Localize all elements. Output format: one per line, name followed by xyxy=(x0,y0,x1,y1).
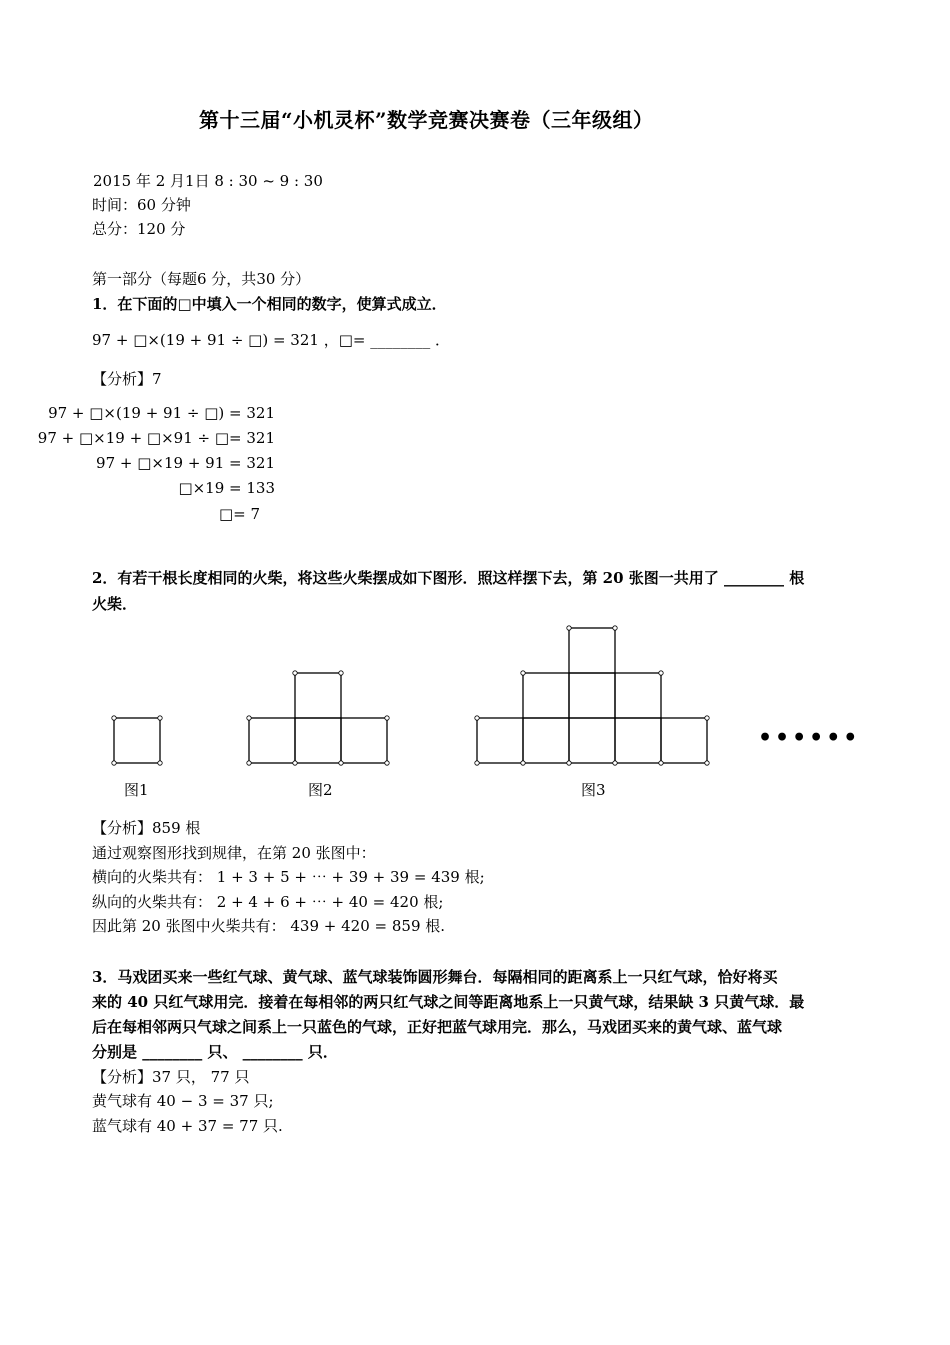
figure-2-label: 图2 xyxy=(308,781,333,799)
q3-text-line4: 分别是 ________ 只、 ________ 只． xyxy=(92,1043,338,1061)
q1-step-5: □= 7 xyxy=(218,505,260,523)
q1-step-4: □×19 = 133 xyxy=(178,479,275,497)
q1-step-3: 97 + □×19 + 91 = 321 xyxy=(96,454,275,472)
q2-step-3: 纵向的火柴共有： 2 + 4 + 6 + ⋯ + 40 = 420 根; xyxy=(92,893,444,911)
figure-1-matchsticks xyxy=(114,718,160,763)
q2-step-1: 通过观察图形找到规律，在第 20 张图中： xyxy=(92,844,376,862)
q1-answer: 【分析】7 xyxy=(92,370,162,388)
q1-step-2: 97 + □×19 + □×91 ÷ □= 321 xyxy=(37,429,275,447)
exam-total-score: 总分：120 分 xyxy=(92,220,186,238)
page-title: 第十三届“小机灵杯”数学竞赛决赛卷（三年级组） xyxy=(199,108,654,132)
figure-3-matchsticks xyxy=(477,628,707,763)
matchstick-heads xyxy=(112,626,709,765)
q3-step-1: 黄气球有 40 − 3 = 37 只; xyxy=(92,1092,274,1110)
q2-step-2: 横向的火柴共有： 1 + 3 + 5 + ⋯ + 39 + 39 = 439 根; xyxy=(92,868,485,886)
q3-step-2: 蓝气球有 40 + 37 = 77 只. xyxy=(92,1117,283,1135)
q3-text-line3: 后在每相邻两只气球之间系上一只蓝色的气球，正好把蓝气球用完．那么，马戏团买来的黄气球、蓝气球 xyxy=(92,1018,783,1036)
q2-answer: 【分析】859 根 xyxy=(92,819,201,837)
exam-duration: 时间：60 分钟 xyxy=(92,196,191,214)
figure-3-label: 图3 xyxy=(581,781,606,799)
q2-text-line1: 2．有若干根长度相同的火柴，将这些火柴摆成如下图形．照这样摆下去，第 20 张图一共用了 ________ 根 xyxy=(92,569,805,587)
q1-text: 1．在下面的□中填入一个相同的数字，使算式成立． xyxy=(92,295,447,313)
q2-text-line2: 火柴． xyxy=(92,595,138,613)
exam-date-time: 2015 年 2 月1日 8 : 30 ~ 9 : 30 xyxy=(93,172,323,190)
part1-heading: 第一部分（每题6 分，共30 分） xyxy=(92,270,311,288)
q3-text-line1: 3．马戏团买来一些红气球、黄气球、蓝气球装饰圆形舞台．每隔相同的距离系上一只红气球，恰好将买 xyxy=(92,968,778,986)
figure-2-matchsticks xyxy=(249,673,387,763)
q2-step-4: 因此第 20 张图中火柴共有： 439 + 420 = 859 根. xyxy=(92,917,446,935)
q3-answer: 【分析】37 只， 77 只 xyxy=(92,1068,250,1086)
q1-equation: 97 + □×(19 + 91 ÷ □) = 321 ，□= ________ ． xyxy=(92,331,450,349)
figure-1-label: 图1 xyxy=(124,781,149,799)
q1-step-1: 97 + □×(19 + 91 ÷ □) = 321 xyxy=(48,404,275,422)
q3-text-line2: 来的 40 只红气球用完．接着在每相邻的两只红气球之间等距离地系上一只黄气球，结果缺 3 只黄气球．最 xyxy=(92,993,805,1011)
continuation-ellipsis: •••••• xyxy=(758,725,861,751)
